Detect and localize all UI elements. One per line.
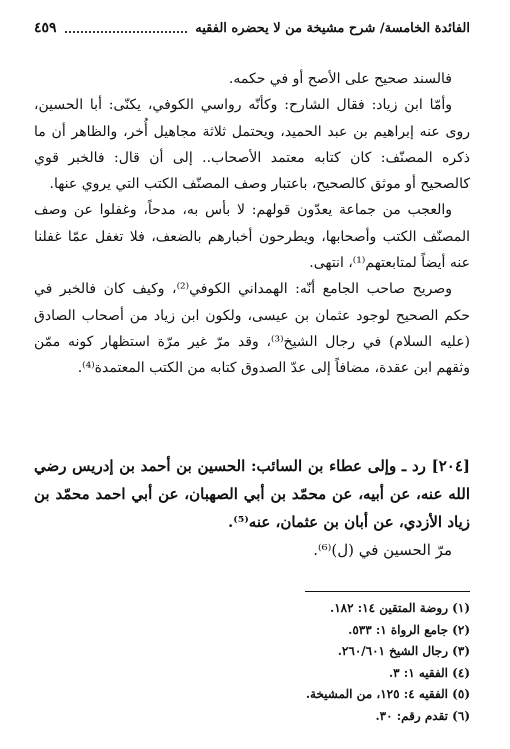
header-dot-leader — [65, 23, 188, 33]
hadith-block — [34, 452, 470, 564]
page-number: ٤٥٩ — [34, 20, 57, 36]
paragraph: وصريح صاحب الجامع أنّه: الهمداني الكوفي⁽²⁾، وكيف كان فالخبر في حكم الصحيح لوجود عثمان بن عيسى، ولكون ابن زياد من أصحاب الصادق (عليه السلام) في رجال الشيخ⁽³⁾، وقد مرّ غير مرّة استظهار كونه ممّن وثقهم ابن عقدة، مضافاً إلى عدّ الصدوق كتابه من الكتب المعتمدة⁽⁴⁾. — [34, 281, 471, 377]
footnote: (٣) رجال الشيخ ٢٦٠/٦٠١. — [337, 644, 470, 658]
footnote: (١) روضة المتقين ١٤: ١٨٢. — [330, 601, 470, 615]
footnote: (٢) جامع الرواة ١: ٥٣٣. — [348, 622, 470, 637]
hadith-chain: [٢٠٤] رد ـ وإلى عطاء بن السائب: الحسين بن أحمد بن إدريس رضي الله عنه، عن أبيه، عن محمّد بن أبي الصهبان، عن أبي احمد محمّد بن زياد الأزدي، عن أبان بن عثمان، عنه⁽⁵⁾. — [34, 457, 470, 531]
header-title: الفائدة الخامسة/ شرح مشيخة من لا يحضره الفقيه — [195, 20, 470, 36]
paragraph: فالسند صحيح على الأصح أو في حكمه. — [228, 71, 452, 87]
footnote: (٥) الفقيه ٤: ١٢٥، من المشيخة. — [305, 687, 470, 701]
main-text — [34, 66, 470, 382]
paragraph: وأمّا ابن زياد: فقال الشارح: وكأنّه رواسي الكوفي، يكنّى: أبا الحسين، روى عنه إبراهيم بن عبد الحميد، ويحتمل ثلاثة مجاهيل أُخر، والظاهر أن ما ذكره المصنّف: كان كتابه معتمد الأصحاب.. إلى أن قال: فالخبر قوي كالصحيح أو موثق كالصحيح، باعتبار وصف المصنّف الكتب التي يروي عنها. — [34, 97, 470, 193]
footnote: (٦) تقدم رقم: ٣٠. — [375, 708, 470, 723]
footnotes — [34, 598, 470, 727]
footnote-divider — [305, 591, 470, 592]
running-header — [34, 16, 470, 40]
paragraph: والعجب من جماعة يعدّون قولهم: لا بأس به، مدحاً، وغفلوا عن وصف المصنّف الكتب وأصحابها، ويطرحون أخبارهم بالضعف، فلا تغفل عمّا غفلنا عنه أيضاً لمتابعتهم⁽¹⁾، انتهى. — [34, 202, 470, 272]
footnote: (٤) الفقيه ١: ٣. — [388, 665, 470, 680]
hadith-note: مرّ الحسين في (ل)⁽⁶⁾. — [313, 541, 452, 559]
